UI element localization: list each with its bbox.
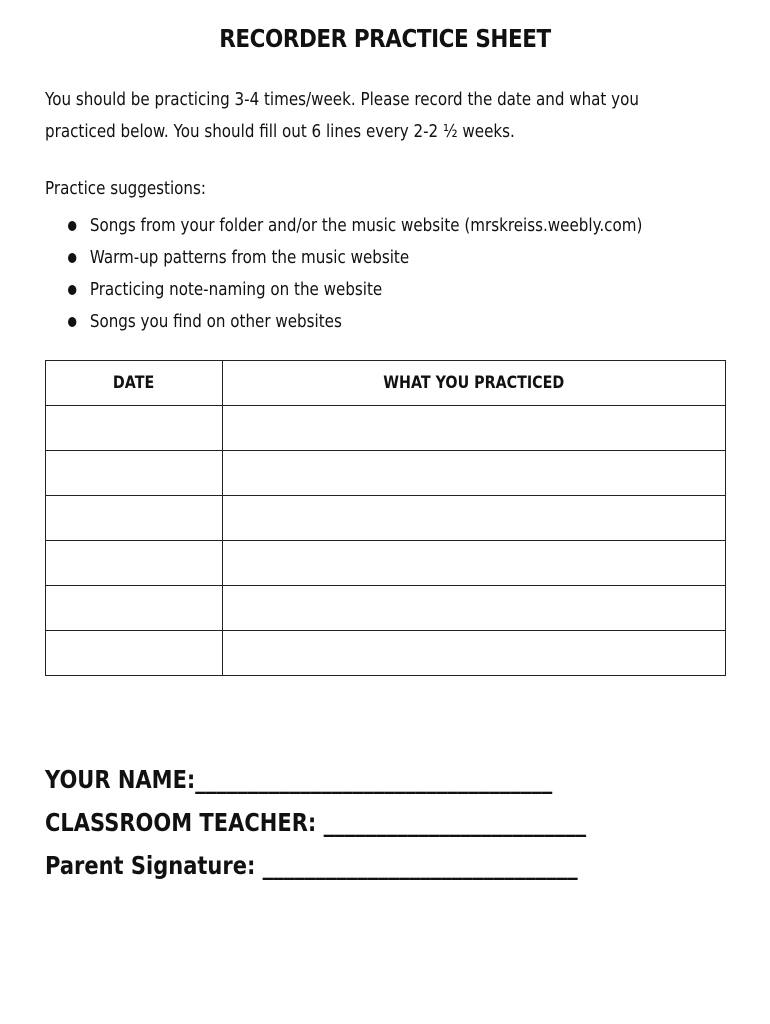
date-cell[interactable] xyxy=(46,631,223,676)
table-row xyxy=(46,496,726,541)
date-cell[interactable] xyxy=(46,406,223,451)
column-header-date: DATE xyxy=(46,361,223,406)
page-title: RECORDER PRACTICE SHEET xyxy=(219,24,551,53)
suggestion-item xyxy=(68,242,642,274)
suggestion-item xyxy=(68,306,642,338)
signoff-section xyxy=(45,758,586,887)
suggestions-heading: Practice suggestions: xyxy=(45,178,206,199)
suggestion-text: Warm-up patterns from the music website xyxy=(89,247,410,268)
table-row xyxy=(46,586,726,631)
practiced-cell[interactable] xyxy=(223,406,726,451)
practiced-cell[interactable] xyxy=(223,451,726,496)
parent-signature-line[interactable]: Parent Signature: ______________________________ xyxy=(45,851,578,880)
suggestion-item xyxy=(68,210,642,242)
table-row xyxy=(46,406,726,451)
suggestion-text: Practicing note-naming on the website xyxy=(89,279,383,300)
date-cell[interactable] xyxy=(46,496,223,541)
practiced-cell[interactable] xyxy=(223,541,726,586)
bullet-icon xyxy=(68,253,76,263)
practice-log-table xyxy=(45,360,726,676)
bullet-icon xyxy=(68,317,76,327)
column-header-practiced: WHAT YOU PRACTICED xyxy=(223,361,726,406)
table-header-row xyxy=(46,361,726,406)
bullet-icon xyxy=(68,221,76,231)
practiced-cell[interactable] xyxy=(223,496,726,541)
suggestion-text: Songs from your folder and/or the music website (mrskreiss.weebly.com) xyxy=(89,215,643,236)
suggestion-item xyxy=(68,274,642,306)
date-cell[interactable] xyxy=(46,451,223,496)
instructions-line-2: practiced below. You should fill out 6 lines every 2-2 ½ weeks. xyxy=(45,121,515,142)
table-row xyxy=(46,451,726,496)
table-row xyxy=(46,631,726,676)
date-cell[interactable] xyxy=(46,541,223,586)
bullet-icon xyxy=(68,285,76,295)
instructions xyxy=(45,84,639,148)
suggestion-text: Songs you find on other websites xyxy=(89,311,342,332)
table-row xyxy=(46,541,726,586)
your-name-line[interactable]: YOUR NAME:__________________________________ xyxy=(45,765,553,794)
suggestions-list xyxy=(68,210,642,338)
instructions-line-1: You should be practicing 3-4 times/week. Please record the date and what you xyxy=(45,89,639,110)
date-cell[interactable] xyxy=(46,586,223,631)
practiced-cell[interactable] xyxy=(223,631,726,676)
practiced-cell[interactable] xyxy=(223,586,726,631)
classroom-teacher-line[interactable]: CLASSROOM TEACHER: _________________________ xyxy=(45,808,587,837)
